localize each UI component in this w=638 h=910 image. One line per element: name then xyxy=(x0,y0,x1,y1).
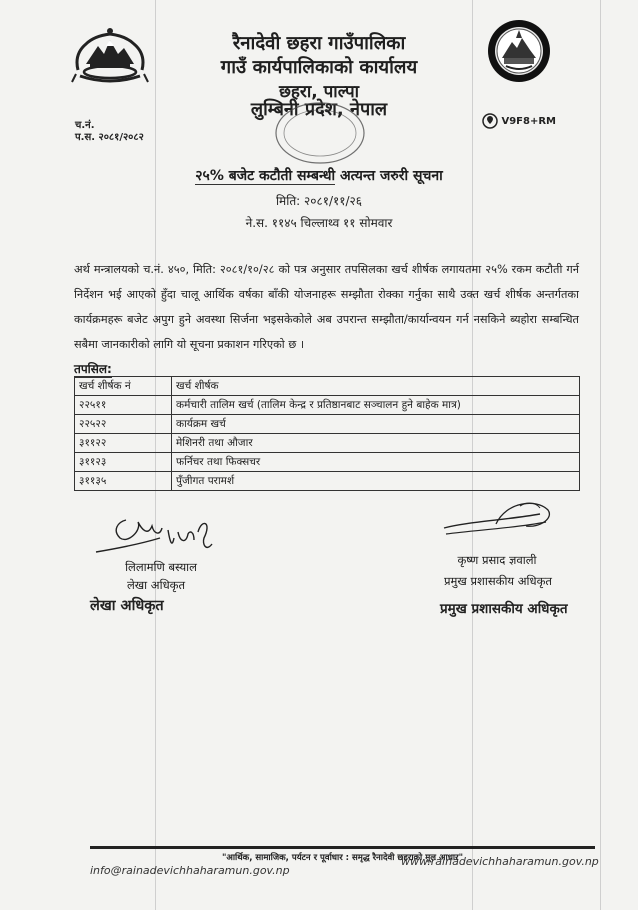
budget-head-title: कर्मचारी तालिम खर्च (तालिम केन्द्र र प्रतिष्ठानबाट सञ्चालन हुने बाहेक मात्र) xyxy=(172,396,580,415)
notice-title xyxy=(100,166,538,185)
org-name: रैनादेवी छहरा गाउँपालिका xyxy=(232,33,406,54)
nepal-emblem-logo xyxy=(70,24,150,88)
location-pin-icon xyxy=(482,112,498,130)
cao-stamp: प्रमुख प्रशासकीय अधिकृत xyxy=(440,601,568,617)
budget-head-title: फर्निचर तथा फिक्सचर xyxy=(172,453,580,472)
budget-head-code: २२५२२ xyxy=(75,415,172,434)
budget-head-title: कार्यक्रम खर्च xyxy=(172,415,580,434)
budget-head-title: पुँजीगत परामर्श xyxy=(172,472,580,491)
budget-head-code: ३११२३ xyxy=(75,453,172,472)
table-row xyxy=(75,472,580,491)
accounts-officer-stamp: लेखा अधिकृत xyxy=(90,598,164,614)
notice-title-part-a: २५% बजेट कटौती सम्बन्धी xyxy=(195,168,336,184)
schedule-label: तपसिल: xyxy=(74,362,112,376)
table-header-cell: खर्च शीर्षक नं xyxy=(75,377,172,396)
budget-head-code: २२५११ xyxy=(75,396,172,415)
footer-divider xyxy=(90,846,595,849)
table-row xyxy=(75,453,580,472)
ref-cha-na: च.नं. xyxy=(75,120,95,131)
plus-code: V9F8+RM xyxy=(501,116,556,127)
budget-head-code: ३११३५ xyxy=(75,472,172,491)
accounts-officer-post: लेखा अधिकृत xyxy=(126,578,186,592)
table-row xyxy=(75,396,580,415)
footer-email: info@rainadevichhaharamun.gov.np xyxy=(90,864,290,877)
accounts-officer-signature xyxy=(90,508,222,560)
accounts-officer-name: लिलामणि बस्याल xyxy=(125,560,197,574)
footer-website: www.rainadevichhaharamun.gov.np xyxy=(401,855,599,868)
table-header-cell: खर्च शीर्षक xyxy=(172,377,580,396)
scan-line xyxy=(600,0,601,910)
budget-head-table xyxy=(74,376,580,491)
cao-name: कृष्ण प्रसाद ज्ञवाली xyxy=(457,553,537,567)
notice-date: मिति: २०८१/११/२६ xyxy=(275,194,363,208)
notice-body: अर्थ मन्त्रालयको च.नं. ४५०, मिति: २०८१/१०/२८ को पत्र अनुसार तपसिलका खर्च शीर्षक लगायतमा २५% रकम कटौती गर्न निर्देशन भई आएको हुँदा चालू आर्थिक वर्षका बाँकी योजनाहरू सम्झौता रोक्का गर्नुका साथै उक्त खर्च शीर्षक अन्तर्गतका कार्यक्रमहरू बजेट अपुग हुने अवस्था सिर्जना भइसकेकोले अब उपरान्त सम्झौता/कार्यान्वयन गर्न नसकिने ब्यहोरा सम्बन्धित सबैमा जानकारीको लागि यो सूचना प्रकाशन गरिएको छ । xyxy=(74,263,579,351)
office-place: छहरा, पाल्पा xyxy=(278,82,360,102)
office-province: लुम्बिनी प्रदेश, नेपाल xyxy=(250,99,388,120)
cao-signature xyxy=(436,496,556,546)
notice-nepal-sambat-date: ने.स. ११४५ चिल्लाथ्व ११ सोमवार xyxy=(245,216,393,230)
budget-head-code: ३११२२ xyxy=(75,434,172,453)
ref-pa-sa: प.स. २०८१/२०८२ xyxy=(75,132,144,143)
footer-slogan: "आर्थिक, सामाजिक, पर्यटन र पूर्वाधार : समृद्ध रैनादेवी छहराको मूल आधार" xyxy=(221,853,464,863)
office-name: गाउँ कार्यपालिकाको कार्यालय xyxy=(220,57,418,78)
cao-post: प्रमुख प्रशासकीय अधिकृत xyxy=(444,574,552,588)
notice-title-part-b: अत्यन्त जरुरी सूचना xyxy=(335,168,443,184)
table-row xyxy=(75,415,580,434)
budget-head-title: मेशिनरी तथा औजार xyxy=(172,434,580,453)
office-round-stamp xyxy=(272,100,368,166)
table-row xyxy=(75,434,580,453)
municipality-logo xyxy=(486,18,552,84)
table-header-row xyxy=(75,377,580,396)
